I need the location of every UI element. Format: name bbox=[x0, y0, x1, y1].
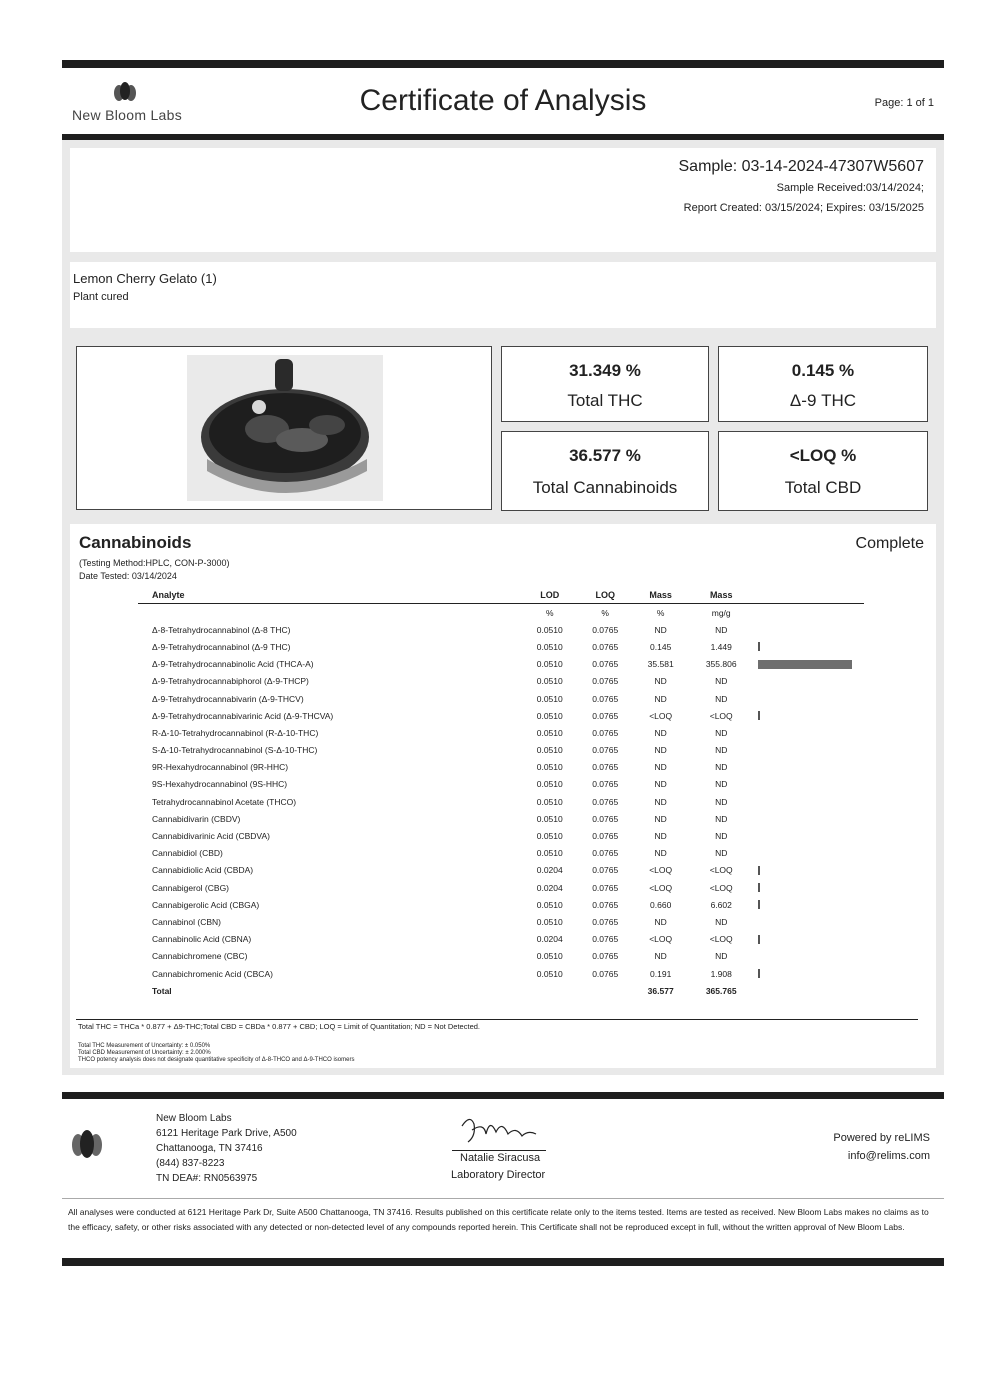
analyte-name: Cannabichromene (CBC) bbox=[152, 951, 248, 962]
disclaimer-rule bbox=[62, 1198, 944, 1199]
mass-pct-value: ND bbox=[654, 848, 667, 859]
table-row bbox=[138, 827, 864, 844]
metric-value: 36.577 % bbox=[569, 446, 641, 465]
loq-value: 0.0765 bbox=[592, 762, 619, 773]
mass-bar-cell bbox=[754, 948, 864, 965]
mass-bar-cell bbox=[754, 724, 864, 741]
mass-pct-value: ND bbox=[654, 676, 667, 687]
mass-mg-value: ND bbox=[715, 831, 728, 842]
mass-bar bbox=[758, 900, 760, 909]
mass-pct-value: 0.660 bbox=[650, 899, 672, 910]
contact-email: info@relims.com bbox=[847, 1150, 930, 1162]
mass-pct-value: ND bbox=[654, 745, 667, 756]
mass-pct-value: ND bbox=[654, 831, 667, 842]
metric-total-cannabinoids bbox=[501, 431, 709, 511]
loq-value: 0.0765 bbox=[592, 676, 619, 687]
mass-mg-value: ND bbox=[715, 624, 728, 635]
loq-value: 0.0765 bbox=[592, 624, 619, 635]
page-title: Certificate of Analysis bbox=[359, 84, 647, 117]
bottom-rule bbox=[62, 1258, 944, 1266]
col-loq: LOQ bbox=[577, 588, 632, 604]
loq-value: 0.0765 bbox=[592, 727, 619, 738]
analyte-name: Cannabigerolic Acid (CBGA) bbox=[152, 899, 260, 910]
logo-name: New Bloom Labs bbox=[72, 107, 183, 123]
mass-pct-value: ND bbox=[654, 813, 667, 824]
table-row bbox=[138, 673, 864, 690]
analyte-name: 9S-Hexahydrocannabinol (9S-HHC) bbox=[152, 779, 288, 790]
table-header-row bbox=[138, 588, 864, 604]
mass-pct-value: ND bbox=[654, 916, 667, 927]
lod-value: 0.0510 bbox=[536, 831, 563, 842]
lod-value: 0.0510 bbox=[536, 727, 563, 738]
table-bottom-rule bbox=[76, 1019, 918, 1020]
lod-value: 0.0510 bbox=[536, 899, 563, 910]
loq-value: 0.0765 bbox=[592, 659, 619, 670]
table-row bbox=[138, 742, 864, 759]
loq-value: 0.0765 bbox=[592, 796, 619, 807]
mass-bar bbox=[758, 711, 760, 720]
cbd-uncertainty: Total CBD Measurement of Uncertainty: ± 2.000% bbox=[78, 1050, 211, 1056]
table-row bbox=[138, 810, 864, 827]
mass-bar-cell bbox=[754, 776, 864, 793]
lod-value: 0.0510 bbox=[536, 710, 563, 721]
lab-dea: TN DEA#: RN0563975 bbox=[156, 1173, 258, 1184]
signer-title: Laboratory Director bbox=[451, 1169, 546, 1181]
sample-id: Sample: 03-14-2024-47307W5607 bbox=[678, 158, 924, 175]
mass-bar-cell bbox=[754, 638, 864, 655]
signature bbox=[456, 1112, 546, 1152]
mass-pct-value: <LOQ bbox=[649, 934, 673, 945]
col-mass-pct: Mass bbox=[633, 588, 688, 604]
cannabinoid-table bbox=[138, 588, 864, 999]
report-dates: Report Created: 03/15/2024; Expires: 03/15/2025 bbox=[683, 202, 924, 214]
mass-mg-value: ND bbox=[715, 762, 728, 773]
col-mass-mg: Mass bbox=[688, 588, 754, 604]
logo-icon bbox=[70, 1128, 104, 1162]
mass-pct-value: ND bbox=[654, 624, 667, 635]
lod-value: 0.0204 bbox=[536, 882, 563, 893]
lod-value: 0.0510 bbox=[536, 676, 563, 687]
table-row bbox=[138, 948, 864, 965]
loq-value: 0.0765 bbox=[592, 865, 619, 876]
product-block bbox=[70, 262, 936, 328]
sample-received: Sample Received:03/14/2024; bbox=[776, 182, 924, 194]
mass-bar-cell bbox=[754, 793, 864, 810]
mass-mg-value: 6.602 bbox=[710, 899, 732, 910]
units-row bbox=[138, 604, 864, 622]
lod-value: 0.0510 bbox=[536, 916, 563, 927]
mass-bar-cell bbox=[754, 965, 864, 982]
lod-value: 0.0510 bbox=[536, 968, 563, 979]
analyte-name: Cannabinol (CBN) bbox=[152, 916, 221, 927]
metric-d9-thc bbox=[718, 346, 928, 422]
loq-value: 0.0765 bbox=[592, 848, 619, 859]
lod-value: 0.0510 bbox=[536, 848, 563, 859]
powered-by: Powered by reLIMS bbox=[833, 1132, 930, 1144]
mass-pct-value: <LOQ bbox=[649, 710, 673, 721]
analyte-name: Cannabigerol (CBG) bbox=[152, 882, 230, 893]
table-row bbox=[138, 656, 864, 673]
table-row bbox=[138, 793, 864, 810]
disclaimer: All analyses were conducted at 6121 Heritage Park Dr, Suite A500 Chattanooga, TN 37416. Results published on this certificate relate only to the items tested. Items are tested as received. New Bloom Labs makes no claims as to the efficacy, safety, or other risks associated with any detected or non-detected level of any compounds reported herein. This Certificate shall not be reproduced except in full, without the written approval of New Bloom Labs. bbox=[68, 1207, 929, 1232]
mass-mg-value: ND bbox=[715, 848, 728, 859]
mass-bar-cell bbox=[754, 931, 864, 948]
metric-label: Δ-9 THC bbox=[789, 391, 857, 410]
analyte-name: Δ-9-Tetrahydrocannabivarinic Acid (Δ-9-THCVA) bbox=[152, 710, 334, 721]
mass-mg-value: ND bbox=[715, 727, 728, 738]
mass-mg-value: 355.806 bbox=[705, 659, 737, 670]
metric-total-cbd bbox=[718, 431, 928, 511]
analyte-name: Cannabidiol (CBD) bbox=[152, 848, 223, 859]
mass-bar-cell bbox=[754, 913, 864, 930]
lod-value: 0.0510 bbox=[536, 624, 563, 635]
lab-city: Chattanooga, TN 37416 bbox=[156, 1143, 263, 1154]
date-tested: Date Tested: 03/14/2024 bbox=[79, 571, 177, 581]
mass-pct-value: ND bbox=[654, 779, 667, 790]
mass-bar-cell bbox=[754, 742, 864, 759]
unit-mass-mg: mg/g bbox=[711, 607, 731, 618]
lod-value: 0.0510 bbox=[536, 659, 563, 670]
metric-label: Total THC bbox=[567, 391, 643, 410]
mass-pct-value: ND bbox=[654, 796, 667, 807]
total-mass-pct: 36.577 bbox=[647, 985, 674, 996]
mass-pct-value: 35.581 bbox=[647, 659, 674, 670]
mass-bar-cell bbox=[754, 845, 864, 862]
lod-value: 0.0510 bbox=[536, 641, 563, 652]
mass-mg-value: ND bbox=[715, 813, 728, 824]
lab-name: New Bloom Labs bbox=[156, 1113, 232, 1124]
analyte-name: 9R-Hexahydrocannabinol (9R-HHC) bbox=[152, 762, 289, 773]
lod-value: 0.0204 bbox=[536, 934, 563, 945]
footer-rule bbox=[62, 1092, 944, 1099]
table-body bbox=[138, 604, 864, 1000]
mass-bar-cell bbox=[754, 862, 864, 879]
metric-total-thc bbox=[501, 346, 709, 422]
col-analyte: Analyte bbox=[138, 588, 522, 604]
mass-mg-value: ND bbox=[715, 676, 728, 687]
lod-value: 0.0510 bbox=[536, 779, 563, 790]
metric-label: Total CBD bbox=[784, 478, 862, 497]
table-row bbox=[138, 896, 864, 913]
lod-value: 0.0510 bbox=[536, 951, 563, 962]
mass-bar-cell bbox=[754, 707, 864, 724]
table-row bbox=[138, 638, 864, 655]
mass-pct-value: ND bbox=[654, 951, 667, 962]
analyte-name: Δ-9-Tetrahydrocannabinolic Acid (THCA-A) bbox=[152, 659, 314, 670]
loq-value: 0.0765 bbox=[592, 745, 619, 756]
lod-value: 0.0204 bbox=[536, 865, 563, 876]
analyte-name: R-Δ-10-Tetrahydrocannabinol (R-Δ-10-THC) bbox=[152, 727, 319, 738]
lod-value: 0.0510 bbox=[536, 796, 563, 807]
mass-mg-value: ND bbox=[715, 796, 728, 807]
loq-value: 0.0765 bbox=[592, 710, 619, 721]
table-row bbox=[138, 845, 864, 862]
analyte-name: Δ-9-Tetrahydrocannabivarin (Δ-9-THCV) bbox=[152, 693, 304, 704]
mass-mg-value: ND bbox=[715, 951, 728, 962]
metric-value: 0.145 % bbox=[791, 361, 855, 380]
lod-value: 0.0510 bbox=[536, 693, 563, 704]
mass-bar-cell bbox=[754, 810, 864, 827]
mass-bar bbox=[758, 866, 760, 875]
total-label: Total bbox=[152, 985, 172, 996]
mass-bar-cell bbox=[754, 673, 864, 690]
mass-bar bbox=[758, 935, 760, 944]
total-row bbox=[138, 982, 864, 999]
analyte-name: Tetrahydrocannabinol Acetate (THCO) bbox=[152, 796, 297, 807]
sample-photo bbox=[187, 355, 383, 501]
thco-note: THCO potency analysis does not designate quantitative specificity of Δ-8-THCO and Δ-9-THCO isomers bbox=[78, 1057, 355, 1063]
mass-pct-value: <LOQ bbox=[649, 865, 673, 876]
mass-mg-value: <LOQ bbox=[709, 865, 733, 876]
mass-bar bbox=[758, 642, 760, 651]
table-row bbox=[138, 690, 864, 707]
table-row bbox=[138, 913, 864, 930]
analyte-name: Cannabidiolic Acid (CBDA) bbox=[152, 865, 254, 876]
mass-mg-value: ND bbox=[715, 779, 728, 790]
mass-mg-value: ND bbox=[715, 745, 728, 756]
metric-label: Total Cannabinoids bbox=[532, 478, 678, 497]
top-rule bbox=[62, 60, 944, 68]
lod-value: 0.0510 bbox=[536, 745, 563, 756]
mass-mg-value: 1.908 bbox=[710, 968, 732, 979]
mass-mg-value: <LOQ bbox=[709, 882, 733, 893]
mass-bar-cell bbox=[754, 656, 864, 673]
mass-mg-value: ND bbox=[715, 693, 728, 704]
loq-value: 0.0765 bbox=[592, 916, 619, 927]
mass-pct-value: ND bbox=[654, 693, 667, 704]
analyte-name: Δ-9-Tetrahydrocannabinol (Δ-9 THC) bbox=[152, 641, 291, 652]
loq-value: 0.0765 bbox=[592, 813, 619, 824]
table-row bbox=[138, 862, 864, 879]
analyte-name: Δ-8-Tetrahydrocannabinol (Δ-8 THC) bbox=[152, 624, 291, 635]
total-mass-mg: 365.765 bbox=[705, 985, 737, 996]
header bbox=[62, 72, 944, 130]
mass-pct-value: ND bbox=[654, 727, 667, 738]
table-row bbox=[138, 879, 864, 896]
unit-mass-pct: % bbox=[656, 607, 665, 618]
analyte-name: Cannabichromenic Acid (CBCA) bbox=[152, 968, 273, 979]
mass-pct-value: 0.145 bbox=[650, 641, 672, 652]
col-lod: LOD bbox=[522, 588, 577, 604]
product-type: Plant cured bbox=[73, 291, 129, 303]
mass-pct-value: 0.191 bbox=[650, 968, 672, 979]
calc-note: Total THC = THCa * 0.877 + Δ9-THC;Total CBD = CBDa * 0.877 + CBD; LOQ = Limit of Quantitation; ND = Not Detected. bbox=[78, 1022, 480, 1031]
table-row bbox=[138, 759, 864, 776]
loq-value: 0.0765 bbox=[592, 641, 619, 652]
mass-bar bbox=[758, 969, 760, 978]
lab-phone: (844) 837-8223 bbox=[156, 1158, 225, 1169]
table-row bbox=[138, 776, 864, 793]
sample-photo-frame bbox=[76, 346, 492, 510]
loq-value: 0.0765 bbox=[592, 693, 619, 704]
loq-value: 0.0765 bbox=[592, 951, 619, 962]
analyte-name: S-Δ-10-Tetrahydrocannabinol (S-Δ-10-THC) bbox=[152, 745, 318, 756]
lab-address bbox=[156, 1111, 297, 1186]
total-loq bbox=[577, 982, 632, 999]
table-row bbox=[138, 707, 864, 724]
product-name: Lemon Cherry Gelato (1) bbox=[73, 271, 217, 286]
signer-name: Natalie Siracusa bbox=[460, 1152, 541, 1164]
mass-bar-cell bbox=[754, 879, 864, 896]
mass-mg-value: 1.449 bbox=[710, 641, 732, 652]
table-row bbox=[138, 724, 864, 741]
analyte-name: Cannabidivarinic Acid (CBDVA) bbox=[152, 831, 270, 842]
section-status: Complete bbox=[855, 535, 924, 552]
table-row bbox=[138, 621, 864, 638]
mass-mg-value: <LOQ bbox=[709, 710, 733, 721]
loq-value: 0.0765 bbox=[592, 968, 619, 979]
sample-block bbox=[70, 148, 936, 252]
mass-bar-cell bbox=[754, 690, 864, 707]
total-lod bbox=[522, 982, 577, 999]
loq-value: 0.0765 bbox=[592, 779, 619, 790]
unit-loq: % bbox=[601, 607, 609, 618]
mass-pct-value: <LOQ bbox=[649, 882, 673, 893]
page-number: Page: 1 of 1 bbox=[874, 97, 934, 109]
mass-bar-cell bbox=[754, 896, 864, 913]
mass-bar-cell bbox=[754, 827, 864, 844]
signature-line bbox=[452, 1150, 546, 1151]
mass-bar bbox=[758, 883, 760, 892]
mass-bar-cell bbox=[754, 621, 864, 638]
loq-value: 0.0765 bbox=[592, 882, 619, 893]
lod-value: 0.0510 bbox=[536, 813, 563, 824]
unit-lod: % bbox=[545, 607, 554, 618]
loq-value: 0.0765 bbox=[592, 934, 619, 945]
mass-bar bbox=[758, 660, 852, 669]
section-title: Cannabinoids bbox=[79, 533, 192, 552]
table-row bbox=[138, 931, 864, 948]
metric-value: <LOQ % bbox=[789, 446, 857, 465]
footer-logo bbox=[70, 1128, 104, 1162]
analyte-name: Cannabinolic Acid (CBNA) bbox=[152, 934, 252, 945]
loq-value: 0.0765 bbox=[592, 831, 619, 842]
lab-street: 6121 Heritage Park Drive, A500 bbox=[156, 1128, 297, 1139]
mass-bar-cell bbox=[754, 759, 864, 776]
metric-value: 31.349 % bbox=[569, 361, 641, 380]
signature-icon bbox=[456, 1112, 546, 1152]
table-row bbox=[138, 965, 864, 982]
analyte-name: Cannabidivarin (CBDV) bbox=[152, 813, 241, 824]
analyte-name: Δ-9-Tetrahydrocannabiphorol (Δ-9-THCP) bbox=[152, 676, 309, 687]
lod-value: 0.0510 bbox=[536, 762, 563, 773]
mass-mg-value: <LOQ bbox=[709, 934, 733, 945]
mass-pct-value: ND bbox=[654, 762, 667, 773]
loq-value: 0.0765 bbox=[592, 899, 619, 910]
mass-mg-value: ND bbox=[715, 916, 728, 927]
testing-method: (Testing Method:HPLC, CON-P-3000) bbox=[79, 558, 230, 568]
thc-uncertainty: Total THC Measurement of Uncertainty: ± 0.050% bbox=[78, 1043, 211, 1049]
